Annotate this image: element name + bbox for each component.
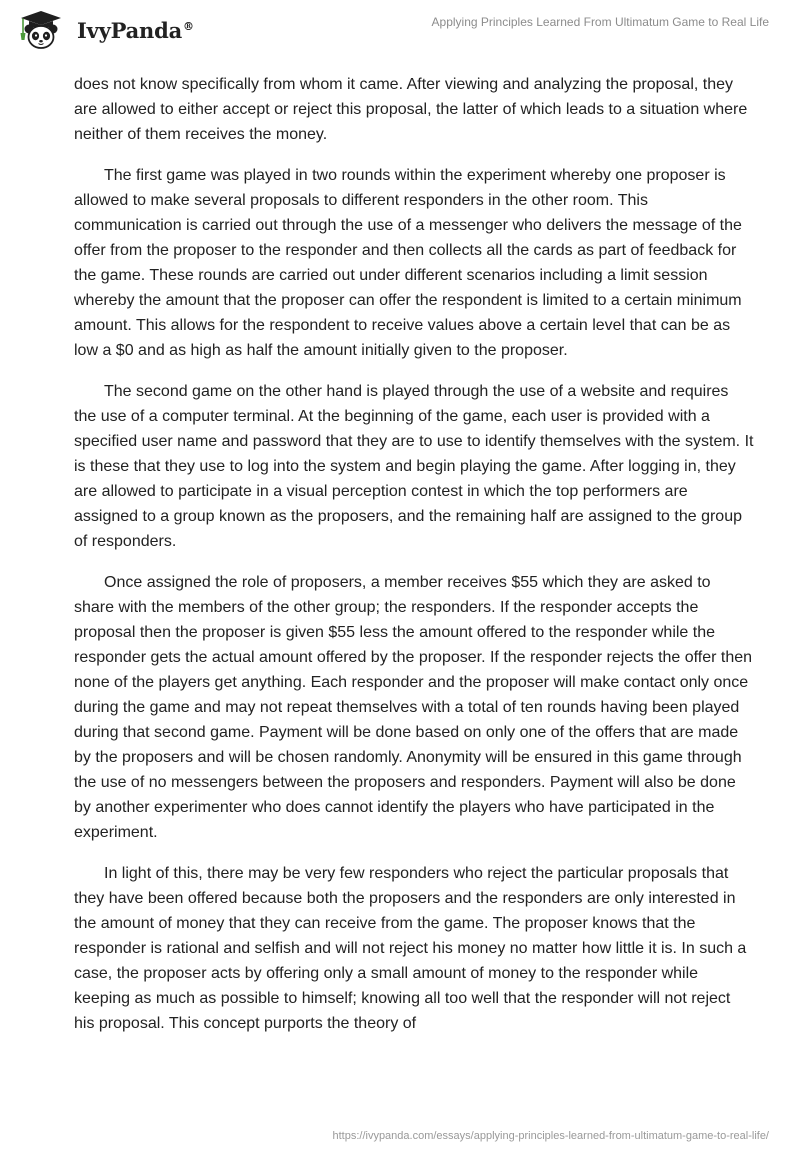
brand-logo[interactable] xyxy=(15,10,194,50)
paragraph: The first game was played in two rounds within the experiment whereby one proposer is allowed to make several proposals to different responders in the other room. This communication is carried out through the use of a messenger who delivers the message of the offer from the proposer to the responder and then collects all the cards as part of feedback for the game. These rounds are carried out under different scenarios including a limit session whereby the amount that the proposer can offer the respondent is limited to a certain minimum amount. This allows for the respondent to receive values above a certain level that can be as low a $0 and as high as half the amount initially given to the proposer. xyxy=(74,167,742,359)
source-url[interactable]: https://ivypanda.com/essays/applying-principles-learned-from-ultimatum-game-to-real-life/ xyxy=(332,1130,769,1142)
document-title: Applying Principles Learned From Ultimatum Game to Real Life xyxy=(431,15,769,29)
registered-mark: ® xyxy=(183,19,194,33)
brand-name: IvyPanda® xyxy=(77,17,194,43)
panda-graduate-icon xyxy=(15,10,67,50)
page-header xyxy=(0,0,800,62)
essay-body xyxy=(74,72,754,1052)
paragraph-continued: does not know specifically from whom it came. After viewing and analyzing the proposal, they are allowed to either accept or reject this proposal, the latter of which leads to a situation where neither of them receives the money. xyxy=(74,76,748,143)
paragraph: The second game on the other hand is played through the use of a website and requires the use of a computer terminal. At the beginning of the game, each user is provided with a specified user name and password that they are to use to identify themselves with the system. It is these that they use to log into the system and begin playing the game. After logging in, they are allowed to participate in a visual perception contest in which the top performers are assigned to a group known as the proposers, and the remaining half are assigned to the group of responders. xyxy=(74,383,754,550)
paragraph: Once assigned the role of proposers, a member receives $55 which they are asked to share with the members of the other group; the responders. If the responder accepts the proposal then the proposer is given $55 less the amount offered to the responder while the responder gets the actual amount offered by the proposer. If the responder rejects the offer then none of the players get anything. Each responder and the proposer will make contact only once during the game and may not repeat themselves with a total of ten rounds having been played during that second game. Payment will be done based on only one of the offers that are made by the proposers and will be chosen randomly. Anonymity will be ensured in this game through the use of no messengers between the proposers and responders. Payment will also be done by another experimenter who does cannot identify the players who have participated in the experiment. xyxy=(74,574,753,841)
paragraph: In light of this, there may be very few responders who reject the particular proposals that they have been offered because both the proposers and the responders are only interested in the amount of money that they can receive from the game. The proposer knows that the responder is rational and selfish and will not reject his money no matter how little it is. In such a case, the proposer acts by offering only a small amount of money to the responder while keeping as much as possible to himself; knowing all too well that the responder will not reject his proposal. This concept purports the theory of xyxy=(74,865,747,1032)
